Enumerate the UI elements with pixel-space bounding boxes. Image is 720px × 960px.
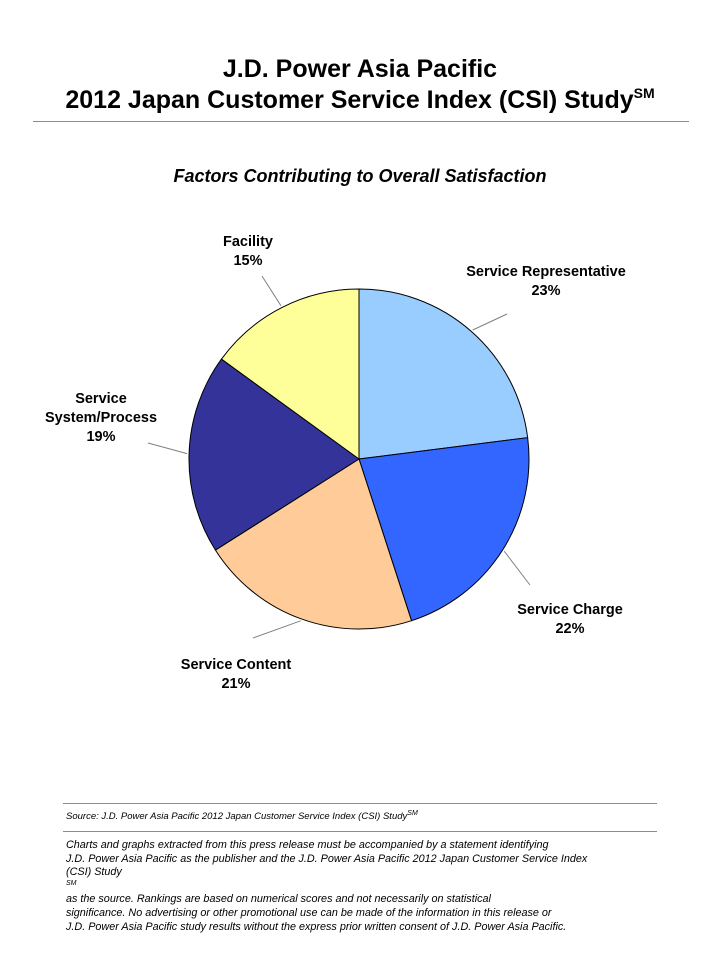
slice-value-label: 22% bbox=[555, 621, 585, 637]
leader-line bbox=[253, 621, 301, 638]
slice-name-label: Facility bbox=[223, 234, 273, 250]
disclaimer-line: J.D. Power Asia Pacific as the publisher and the J.D. Power Asia Pacific 2012 Japan Customer Service Index bbox=[66, 852, 588, 865]
slice-label bbox=[181, 657, 292, 692]
pie-slices bbox=[189, 289, 529, 629]
chart-title: Factors Contributing to Overall Satisfaction bbox=[173, 166, 547, 186]
disclaimer bbox=[66, 839, 666, 934]
slice-value-label: 21% bbox=[221, 676, 251, 692]
slice-label bbox=[223, 234, 273, 269]
slice-value-label: 15% bbox=[233, 253, 263, 269]
title-line-2-text: 2012 Japan Customer Service Index (CSI) Study bbox=[65, 86, 634, 114]
slice-label bbox=[45, 391, 157, 445]
disclaimer-service-mark: SM bbox=[66, 879, 77, 887]
leader-line bbox=[262, 276, 281, 306]
disclaimer-line: Charts and graphs extracted from this press release must be accompanied by a statement identifying bbox=[66, 839, 549, 851]
disclaimer-line bbox=[66, 866, 666, 907]
title-line-1: J.D. Power Asia Pacific bbox=[222, 55, 498, 83]
slice-label bbox=[517, 602, 623, 637]
footnote-divider bbox=[63, 831, 657, 832]
slice-value-label: 23% bbox=[531, 283, 561, 299]
leader-line bbox=[473, 314, 507, 330]
source-service-mark: SM bbox=[407, 810, 418, 817]
disclaimer-line: J.D. Power Asia Pacific study results without the express prior written consent of J.D. Power Asia Pacific. bbox=[66, 920, 567, 933]
slice-name-label: Service Representative bbox=[466, 264, 626, 280]
leader-line bbox=[148, 443, 187, 454]
slice-name-label: Service bbox=[75, 391, 127, 407]
slice-value-label: 19% bbox=[86, 429, 116, 445]
disclaimer-line: significance. No advertising or other promotional use can be made of the information in this release or bbox=[66, 906, 552, 919]
source-text: Source: J.D. Power Asia Pacific 2012 Japan Customer Service Index (CSI) Study bbox=[66, 811, 408, 822]
title-service-mark: SM bbox=[633, 85, 655, 101]
slice-label bbox=[466, 264, 626, 299]
disclaimer-line-end: as the source. Rankings are based on numerical scores and not necessarily on statistical bbox=[66, 893, 491, 906]
source-divider bbox=[63, 803, 657, 804]
slice-name-label: Service Charge bbox=[517, 602, 623, 618]
slice-name-label: System/Process bbox=[44, 410, 158, 426]
disclaimer-line-start: (CSI) Study bbox=[66, 866, 122, 879]
slice-name-label: Service Content bbox=[180, 657, 292, 673]
pie-slice-service-representative bbox=[359, 289, 528, 459]
source-note bbox=[66, 810, 666, 823]
leader-line bbox=[504, 551, 530, 585]
